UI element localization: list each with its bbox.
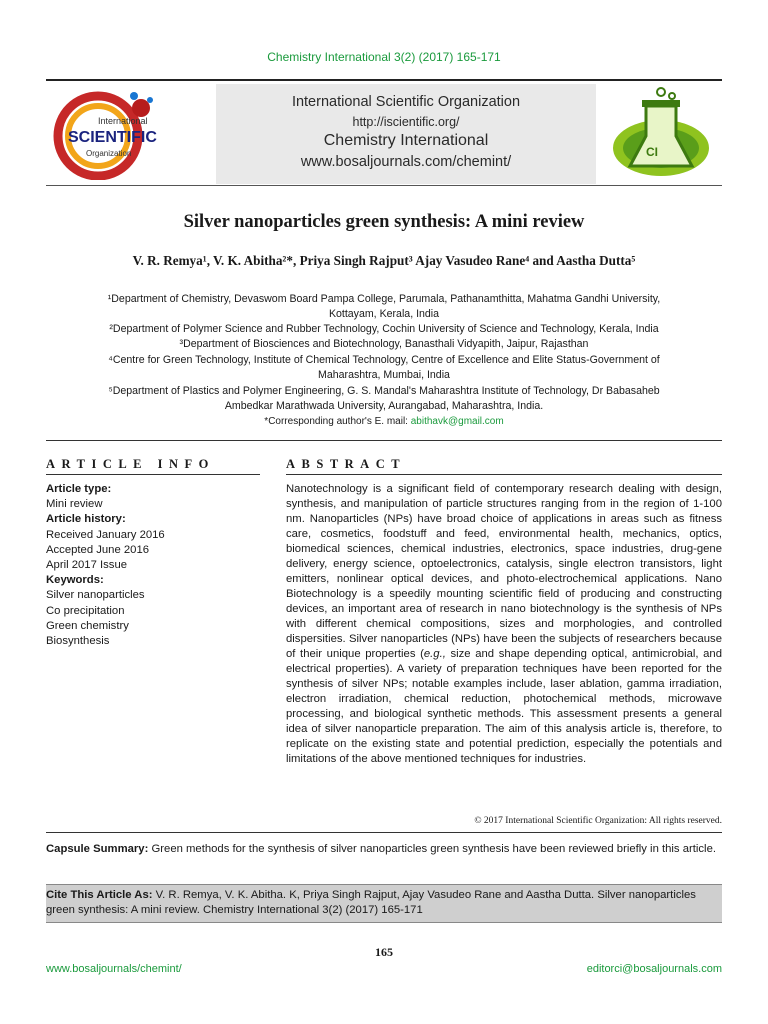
abstract-rule: [286, 474, 722, 475]
corresponding-author: [60, 414, 708, 429]
banner-org-name: International Scientific Organization: [291, 94, 521, 110]
abstract-text-2: size and shape depending optical, antimicrobial, and electrical properties). A variety of preparation techniques have been reported for the synthesis of silver NPs; notable examples include, laser ablation, gamma irradiation, electron irradiation, chemical reduction, photochemical methods, microwave processing, and biological synthetic methods. This assessment presents a general idea of silver nanoparticle preparation. The aim of this analysis article is, therefore, to replicate on the existing state and potential prediction, especially the potentials and limitations of the above mentioned techniques for industries.: [286, 648, 723, 765]
banner-rule: [46, 185, 722, 186]
banner-url-1: http://iscientific.org/: [352, 115, 460, 129]
affiliation-line: Ambedkar Marathwada University, Aurangabad, Maharashtra, India.: [224, 400, 544, 412]
citation-box: [46, 884, 722, 923]
banner-url-2: www.bosaljournals.com/chemint/: [300, 154, 512, 170]
logo-text-top: International: [98, 116, 148, 126]
affiliation-line: ⁴Centre for Green Technology, Institute of Chemical Technology, Centre of Excellence and Elite Status-Government of: [108, 354, 660, 366]
article-type-value: Mini review: [46, 498, 103, 511]
top-rule: [46, 79, 722, 81]
keyword-item: Silver nanoparticles: [46, 589, 145, 602]
issue-date: April 2017 Issue: [46, 559, 128, 572]
article-info-panel: [46, 482, 246, 649]
journal-reference: Chemistry International 3(2) (2017) 165-171: [267, 50, 501, 64]
cite-label: Cite This Article As:: [46, 889, 153, 901]
corresponding-email-link[interactable]: abithavk@gmail.com: [410, 416, 504, 427]
copyright-notice: © 2017 International Scientific Organization: All rights reserved.: [474, 816, 722, 826]
logo-text-main: SCIENTIFIC: [68, 129, 157, 146]
affiliation-line: ³Department of Biosciences and Biotechnology, Banasthali Vidyapith, Jaipur, Rajasthan: [179, 338, 589, 350]
abstract-text-italic: e.g.,: [423, 648, 446, 660]
keyword-item: Green chemistry: [46, 619, 129, 632]
footer-email-link[interactable]: editorci@bosaljournals.com: [586, 963, 722, 975]
abstract-body: [286, 482, 722, 767]
article-type-label: Article type:: [46, 483, 112, 495]
received-date: Received January 2016: [46, 528, 165, 541]
capsule-summary: [46, 842, 722, 857]
keyword-item: Biosynthesis: [46, 635, 110, 648]
affiliation-line: ⁵Department of Plastics and Polymer Engineering, G. S. Mandal's Maharashtra Institute of Technology, Dr Babasaheb: [108, 385, 660, 397]
affiliation-line: ¹Department of Chemistry, Devaswom Board Pampa College, Parumala, Pathanamthitta, Mahatma Gandhi University,: [107, 293, 661, 305]
footer-url-link[interactable]: www.bosaljournals/chemint/: [46, 963, 182, 975]
citation-text-block: [46, 888, 722, 918]
capsule-label: Capsule Summary:: [46, 843, 149, 855]
affiliation-line: ²Department of Polymer Science and Rubber Technology, Cochin University of Science and Technology, Kerala, India: [109, 323, 659, 335]
article-info-heading: ARTICLE INFO: [46, 457, 215, 471]
svg-text:CI: CI: [646, 145, 658, 159]
article-title: Silver nanoparticles green synthesis: A mini review: [183, 212, 585, 232]
keywords-label: Keywords:: [46, 574, 104, 587]
abstract-text-1: Nanotechnology is a significant field of contemporary research dealing with design, synthesis, and manipulation of particle structures ranging from in the region of 1-100 nm. Nanoparticles (NPs) have broad choice of applications in areas such as fitness care, cosmetics, foodstuff and feed, environmental health, mechanics, optics, biomedical sciences, chemical industries, electronics, space industries, drug-gene delivery, energy science, optoelectronics, catalysis, single electron transistors, light emitters, nonlinear optical devices, and photo-electrochemical applications. Nano Biotechnology is a speedily mounting scientific field of producing and constructing devices, an important area of research in nano biotechnology is the synthesis of NPs with different chemical compositions, sizes and morphologies, and controlled dispersities. Silver nanoparticles (NPs) have been the subjects of researchers because of their unique properties (: [286, 483, 722, 660]
article-info-rule: [46, 474, 260, 475]
capsule-text: Green methods for the synthesis of silver nanoparticles green synthesis have been reviewed briefly in this article.: [148, 843, 716, 855]
article-history-label: Article history:: [46, 513, 126, 526]
page-number: 165: [375, 945, 393, 959]
journal-banner: [46, 84, 722, 184]
chemistry-flask-icon: [606, 86, 716, 182]
accepted-date: Accepted June 2016: [46, 543, 150, 556]
corresponding-label: *Corresponding author's E. mail:: [264, 416, 411, 427]
section-rule: [46, 440, 722, 441]
article-authors: V. R. Remya¹, V. K. Abitha²*, Priya Singh Rajput³ Ajay Vasudeo Rane⁴ and Aastha Dutta⁵: [132, 253, 636, 268]
capsule-rule: [46, 832, 722, 833]
affiliation-line: Kottayam, Kerala, India: [328, 308, 440, 320]
abstract-heading: ABSTRACT: [286, 457, 407, 471]
affiliation-line: Maharashtra, Mumbai, India: [318, 369, 450, 381]
logo-text-bottom: Organization: [86, 149, 132, 158]
keyword-item: Co precipitation: [46, 604, 125, 617]
cite-text: V. R. Remya, V. K. Abitha. K, Priya Singh Rajput, Ajay Vasudeo Rane and Aastha Dutta. Silver nanoparticles green synthesis: A mini review. Chemistry International 3(2) (2017) 165-171: [46, 889, 696, 916]
banner-journal-name: Chemistry International: [323, 132, 489, 149]
iso-logo-icon: [46, 88, 176, 180]
